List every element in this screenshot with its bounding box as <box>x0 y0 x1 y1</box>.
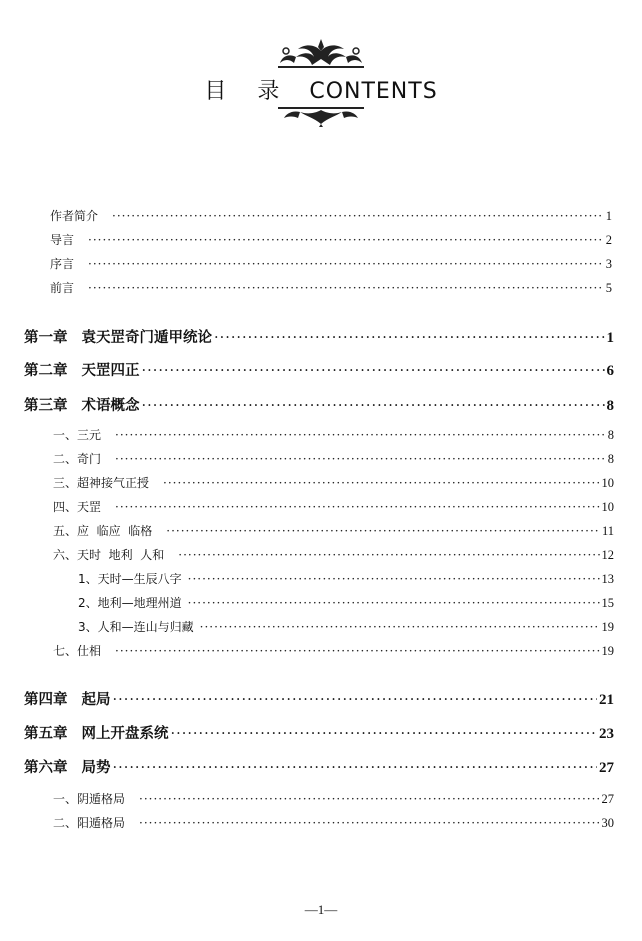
chapter-number: 第四章 <box>24 691 68 708</box>
toc-page: 19 <box>601 620 614 634</box>
toc-label: 七、仕相 <box>53 644 102 658</box>
leader-dots <box>171 726 598 742</box>
toc-label: 导言 <box>50 233 75 247</box>
chapter-title: 起局 <box>81 691 111 708</box>
toc-label: 六、天时 地利 人和 <box>53 548 165 562</box>
toc-chapter-6[interactable] <box>24 756 614 777</box>
toc-section-ch3-7[interactable] <box>53 642 614 659</box>
toc-page: 15 <box>601 596 614 610</box>
toc-section-ch3-2[interactable] <box>53 450 614 467</box>
toc-chapter-1[interactable] <box>24 326 614 347</box>
leader-dots <box>88 281 604 295</box>
toc-label: 一、三元 <box>53 428 102 442</box>
toc-page: 11 <box>601 524 614 538</box>
toc-page: 1 <box>605 209 612 223</box>
chapter-title: 袁天罡奇门遁甲统论 <box>81 329 212 346</box>
toc-chapter-3[interactable] <box>24 394 614 415</box>
toc-section-ch6-1[interactable] <box>53 790 614 807</box>
toc-label: 二、阳遁格局 <box>53 816 126 830</box>
chapter-title: 局势 <box>81 759 111 776</box>
leader-dots <box>115 452 606 466</box>
leader-dots <box>113 760 598 776</box>
toc-entry-front-4[interactable] <box>50 279 612 296</box>
leader-dots <box>113 692 598 708</box>
chapter-page: 6 <box>606 363 614 379</box>
toc-label: 前言 <box>50 281 75 295</box>
leader-dots <box>188 596 600 610</box>
leader-dots <box>112 209 604 223</box>
toc-entry-front-2[interactable] <box>50 231 612 248</box>
leader-dots <box>115 500 599 514</box>
chapter-title: 术语概念 <box>81 397 140 414</box>
leader-dots <box>139 792 599 806</box>
toc-label: 一、阴遁格局 <box>53 792 126 806</box>
title-en: CONTENTS <box>309 79 438 104</box>
chapter-title: 网上开盘系统 <box>81 725 169 742</box>
leader-dots <box>142 363 605 379</box>
toc-page: 2 <box>605 233 612 247</box>
toc-label: 序言 <box>50 257 75 271</box>
toc-page: 13 <box>601 572 614 586</box>
toc-label: 五、应 临应 临格 <box>53 524 153 538</box>
chapter-number: 第五章 <box>24 725 68 742</box>
chapter-title: 天罡四正 <box>81 362 140 379</box>
page-number: —1— <box>304 902 338 917</box>
toc-section-ch3-3[interactable] <box>53 474 614 491</box>
leader-dots <box>139 816 599 830</box>
toc-subsection-2[interactable] <box>78 594 614 611</box>
leader-dots <box>178 548 599 562</box>
toc-page: 30 <box>601 816 614 830</box>
chapter-page: 1 <box>606 330 614 346</box>
page-title <box>0 74 642 105</box>
toc-section-ch6-2[interactable] <box>53 814 614 831</box>
chapter-number: 第二章 <box>24 362 68 379</box>
toc-page: 8 <box>607 428 614 442</box>
toc-section-ch3-5[interactable] <box>53 522 614 539</box>
leader-dots <box>163 476 599 490</box>
leader-dots <box>166 524 600 538</box>
chapter-number: 第三章 <box>24 397 68 414</box>
toc-subsection-1[interactable] <box>78 570 614 587</box>
leader-dots <box>88 257 604 271</box>
toc-entry-front-3[interactable] <box>50 255 612 272</box>
chapter-page: 21 <box>599 692 614 708</box>
toc-chapter-2[interactable] <box>24 359 614 380</box>
toc-label: 四、天罡 <box>53 500 102 514</box>
chapter-page: 27 <box>599 760 614 776</box>
toc-page: 19 <box>601 644 614 658</box>
ornament-top-icon <box>276 37 366 71</box>
title-cn: 目 录 <box>204 79 292 104</box>
toc-page: 10 <box>601 476 614 490</box>
chapter-page: 23 <box>599 726 614 742</box>
chapter-number: 第一章 <box>24 329 68 346</box>
toc-chapter-4[interactable] <box>24 688 614 709</box>
toc-page: 12 <box>601 548 614 562</box>
toc-page: 27 <box>601 792 614 806</box>
toc-page: 10 <box>601 500 614 514</box>
toc-label: 1、天时—生辰八字 <box>78 572 182 586</box>
toc-entry-front-1[interactable] <box>50 207 612 224</box>
toc-label: 2、地利—地理州道 <box>78 596 182 610</box>
toc-label: 作者简介 <box>50 209 99 223</box>
toc-section-ch3-4[interactable] <box>53 498 614 515</box>
toc-section-ch3-6[interactable] <box>53 546 614 563</box>
toc-label: 三、超神接气正授 <box>53 476 150 490</box>
leader-dots <box>88 233 604 247</box>
leader-dots <box>142 398 605 414</box>
toc-page: 5 <box>605 281 612 295</box>
toc-section-ch3-1[interactable] <box>53 426 614 443</box>
leader-dots <box>115 428 606 442</box>
toc-chapter-5[interactable] <box>24 722 614 743</box>
chapter-number: 第六章 <box>24 759 68 776</box>
leader-dots <box>115 644 599 658</box>
toc-page: 3 <box>605 257 612 271</box>
leader-dots <box>214 330 605 346</box>
leader-dots <box>188 572 600 586</box>
chapter-page: 8 <box>606 398 614 414</box>
toc-page: 8 <box>607 452 614 466</box>
toc-label: 二、奇门 <box>53 452 102 466</box>
ornament-bottom-icon <box>276 106 366 128</box>
toc-label: 3、人和—连山与归藏 <box>78 620 194 634</box>
leader-dots <box>200 620 600 634</box>
toc-subsection-3[interactable] <box>78 618 614 635</box>
